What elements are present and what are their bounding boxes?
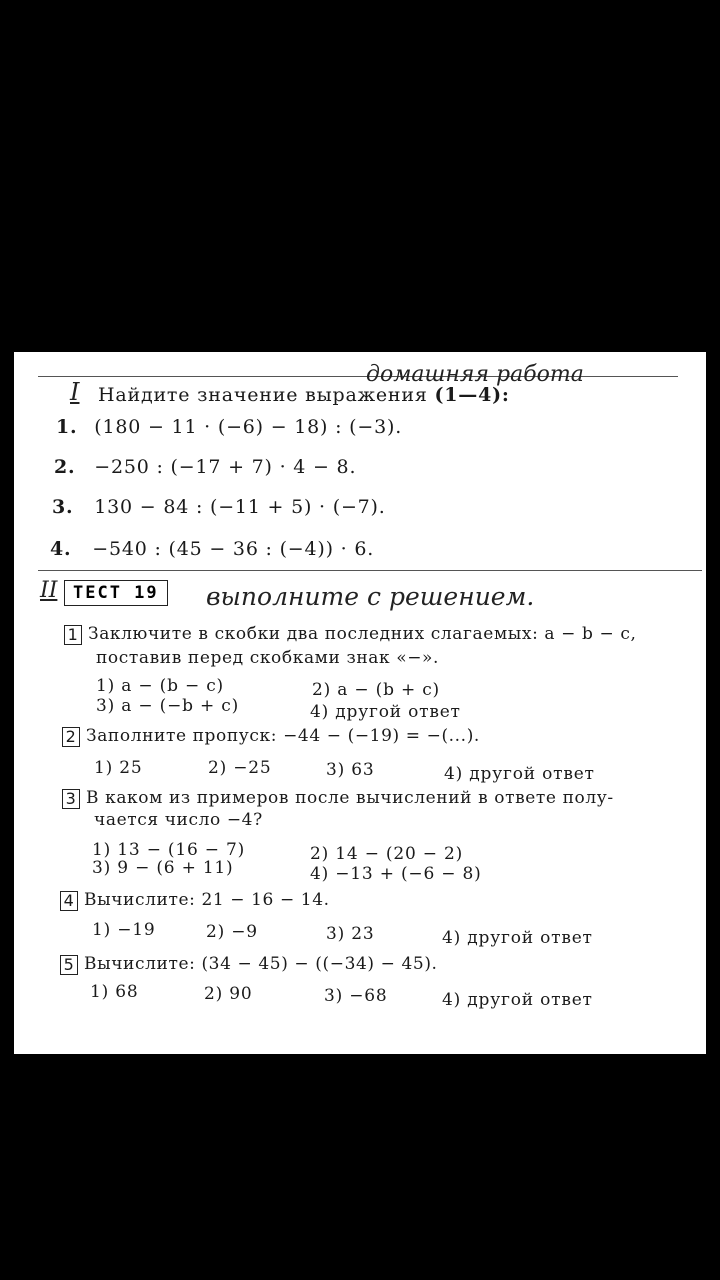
section-1-range: (1—4): bbox=[434, 384, 510, 406]
problem-expression: (180 − 11 · (−6) − 18) : (−3). bbox=[94, 416, 403, 438]
question-number-box: 3 bbox=[62, 789, 80, 809]
q2-answer-3[interactable]: 3) 63 bbox=[326, 760, 375, 780]
question-2 bbox=[62, 726, 480, 747]
section-divider bbox=[38, 570, 702, 571]
question-number-box: 4 bbox=[60, 891, 78, 911]
question-text: Заключите в скобки два последних слагаемых: a − b − c, bbox=[88, 624, 637, 644]
q4-answer-3[interactable]: 3) 23 bbox=[326, 924, 375, 944]
q1-answer-2[interactable]: 2) a − (b + c) bbox=[312, 680, 440, 700]
q1-answer-4[interactable]: 4) другой ответ bbox=[310, 702, 461, 722]
problem-3 bbox=[52, 496, 386, 518]
question-5 bbox=[60, 954, 438, 975]
section-1-title bbox=[98, 384, 510, 406]
question-4 bbox=[60, 890, 330, 911]
q3-answer-2[interactable]: 2) 14 − (20 − 2) bbox=[310, 844, 464, 864]
q5-answer-2[interactable]: 2) 90 bbox=[204, 984, 253, 1004]
question-text: Вычислите: (34 − 45) − ((−34) − 45). bbox=[84, 954, 438, 974]
section-2-mark: II bbox=[40, 578, 58, 603]
q4-answer-2[interactable]: 2) −9 bbox=[206, 922, 258, 942]
problem-expression: −250 : (−17 + 7) · 4 − 8. bbox=[94, 456, 357, 478]
worksheet-page bbox=[14, 352, 706, 1054]
q5-answer-3[interactable]: 3) −68 bbox=[324, 986, 388, 1006]
question-number-box: 5 bbox=[60, 955, 78, 975]
problem-number: 3. bbox=[52, 496, 74, 518]
problem-expression: −540 : (45 − 36 : (−4)) · 6. bbox=[92, 538, 375, 560]
q2-answer-4[interactable]: 4) другой ответ bbox=[444, 764, 595, 784]
handwritten-solve-note: выполните с решением. bbox=[206, 582, 535, 611]
problem-number: 2. bbox=[54, 456, 76, 478]
q3-answer-4[interactable]: 4) −13 + (−6 − 8) bbox=[310, 864, 482, 884]
problem-4 bbox=[50, 538, 374, 560]
q2-answer-2[interactable]: 2) −25 bbox=[208, 758, 272, 778]
q4-answer-4[interactable]: 4) другой ответ bbox=[442, 928, 593, 948]
q3-answer-3[interactable]: 3) 9 − (6 + 11) bbox=[92, 858, 234, 878]
problem-2 bbox=[54, 456, 356, 478]
question-3 bbox=[62, 788, 614, 809]
q2-answer-1[interactable]: 1) 25 bbox=[94, 758, 143, 778]
question-text: Заполните пропуск: −44 − (−19) = −(...). bbox=[86, 726, 480, 746]
question-text: В каком из примеров после вычислений в ответе полу- bbox=[86, 788, 614, 808]
test-title-box: ТЕСТ 19 bbox=[64, 580, 168, 606]
handwritten-homework-note: домашняя работа bbox=[366, 362, 584, 387]
q5-answer-1[interactable]: 1) 68 bbox=[90, 982, 139, 1002]
problem-1 bbox=[56, 416, 402, 438]
question-3-line-2: чается число −4? bbox=[94, 810, 263, 830]
q3-answer-1[interactable]: 1) 13 − (16 − 7) bbox=[92, 840, 246, 860]
q1-answer-1[interactable]: 1) a − (b − c) bbox=[96, 676, 224, 696]
q5-answer-4[interactable]: 4) другой ответ bbox=[442, 990, 593, 1010]
problem-number: 1. bbox=[56, 416, 78, 438]
q4-answer-1[interactable]: 1) −19 bbox=[92, 920, 156, 940]
section-1-mark: I bbox=[70, 378, 80, 406]
problem-number: 4. bbox=[50, 538, 72, 560]
question-1-line-2: поставив перед скобками знак «−». bbox=[96, 648, 440, 668]
problem-expression: 130 − 84 : (−11 + 5) · (−7). bbox=[94, 496, 386, 518]
q1-answer-3[interactable]: 3) a − (−b + c) bbox=[96, 696, 240, 716]
question-1 bbox=[64, 624, 636, 645]
question-number-box: 1 bbox=[64, 625, 82, 645]
question-text: Вычислите: 21 − 16 − 14. bbox=[84, 890, 330, 910]
section-1-title-text: Найдите значение выражения bbox=[98, 384, 428, 406]
question-number-box: 2 bbox=[62, 727, 80, 747]
